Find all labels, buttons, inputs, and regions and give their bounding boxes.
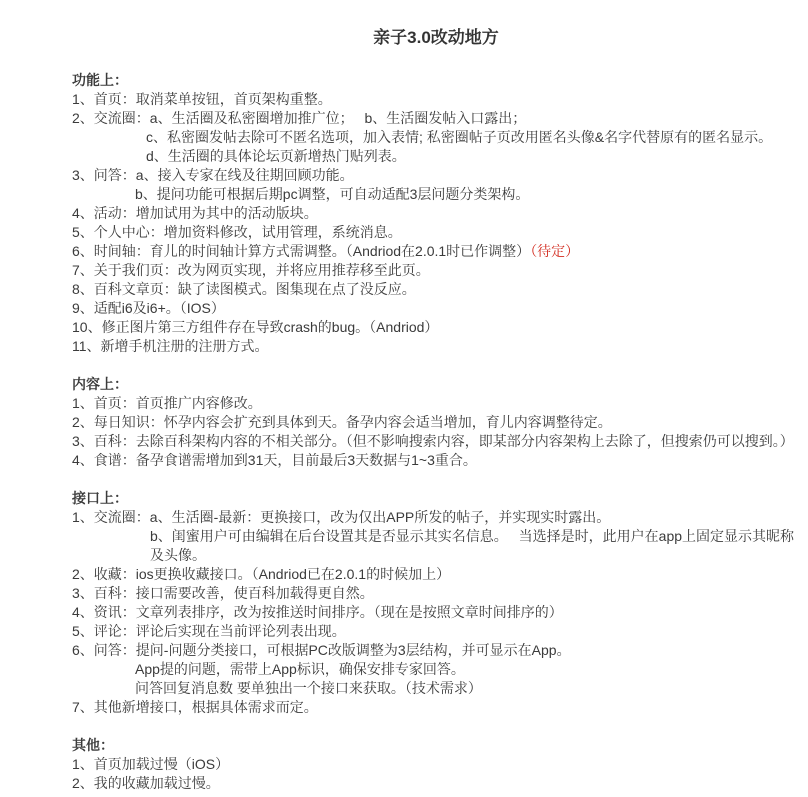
line-text: 问答回复消息数 要单独出一个接口来获取。（技术需求） bbox=[135, 680, 482, 696]
doc-line bbox=[72, 280, 800, 299]
line-text: d、生活圈的具体论坛页新增热门贴列表。 bbox=[146, 148, 406, 164]
doc-line bbox=[72, 432, 800, 451]
doc-line bbox=[72, 584, 800, 603]
line-text: 9、适配i6及i6+。（IOS） bbox=[72, 300, 225, 316]
line-text: 4、活动：增加试用为其中的活动版块。 bbox=[72, 205, 318, 221]
line-text: App提的问题，需带上App标识，确保安排专家回答。 bbox=[135, 661, 465, 677]
doc-line bbox=[72, 242, 800, 261]
section-heading: 内容上： bbox=[72, 376, 128, 392]
doc-line bbox=[72, 660, 800, 679]
doc-line bbox=[72, 90, 800, 109]
doc-line bbox=[72, 128, 800, 147]
doc-line bbox=[72, 166, 800, 185]
doc-line bbox=[72, 698, 800, 717]
line-text: 11、新增手机注册的注册方式。 bbox=[72, 338, 269, 354]
line-text: 3、百科：接口需要改善，使百科加载得更自然。 bbox=[72, 585, 374, 601]
line-text: 6、时间轴：育儿的时间轴计算方式需调整。（Andriod在2.0.1时已作调整） bbox=[72, 243, 531, 259]
section-heading: 其他： bbox=[72, 737, 114, 753]
line-text: 7、关于我们页：改为网页实现，并将应用推荐移至此页。 bbox=[72, 262, 430, 278]
line-text: b、提问功能可根据后期pc调整，可自动适配3层问题分类架构。 bbox=[135, 186, 530, 202]
line-text: 1、交流圈：a、生活圈-最新：更换接口，改为仅出APP所发的帖子，并实现实时露出。 bbox=[72, 509, 611, 525]
doc-line bbox=[72, 394, 800, 413]
pending-flag-text: （待定） bbox=[530, 243, 580, 259]
line-text: 10、修正图片第三方组件存在导致crash的bug。（Andriod） bbox=[72, 319, 439, 335]
doc-line bbox=[72, 622, 800, 641]
section-heading: 接口上： bbox=[72, 490, 128, 506]
line-text: 4、食谱：备孕食谱需增加到31天，目前最后3天数据与1~3重合。 bbox=[72, 452, 477, 468]
doc-line bbox=[72, 508, 800, 527]
section bbox=[72, 71, 800, 356]
doc-line bbox=[72, 318, 800, 337]
doc-line bbox=[72, 299, 800, 318]
line-text: 2、我的收藏加载过慢。 bbox=[72, 775, 220, 791]
sections-container bbox=[72, 71, 800, 793]
line-text: 1、首页：首页推广内容修改。 bbox=[72, 395, 262, 411]
line-text: 3、问答：a、接入专家在线及往期回顾功能。 bbox=[72, 167, 354, 183]
line-text: 3、百科：去除百科架构内容的不相关部分。（但不影响搜索内容，即某部分内容架构上去除了，但搜索仍可以搜到。） bbox=[72, 433, 794, 449]
doc-line bbox=[72, 527, 800, 565]
line-text: 7、其他新增接口，根据具体需求而定。 bbox=[72, 699, 318, 715]
doc-line bbox=[72, 641, 800, 660]
line-text: 1、首页：取消菜单按钮，首页架构重整。 bbox=[72, 91, 332, 107]
doc-line bbox=[72, 565, 800, 584]
line-text: 5、评论：评论后实现在当前评论列表出现。 bbox=[72, 623, 346, 639]
doc-line bbox=[72, 679, 800, 698]
line-text: 6、问答：提问-问题分类接口，可根据PC改版调整为3层结构，并可显示在App。 bbox=[72, 642, 571, 658]
doc-line bbox=[72, 204, 800, 223]
doc-line bbox=[72, 109, 800, 128]
line-text: 8、百科文章页：缺了读图模式。图集现在点了没反应。 bbox=[72, 281, 416, 297]
doc-line bbox=[72, 413, 800, 432]
line-text: 4、资讯：文章列表排序，改为按推送时间排序。（现在是按照文章时间排序的） bbox=[72, 604, 563, 620]
doc-line bbox=[72, 755, 800, 774]
section bbox=[72, 736, 800, 793]
doc-line bbox=[72, 774, 800, 793]
line-text: c、私密圈发帖去除可不匿名选项，加入表情; 私密圈帖子页改用匿名头像&名字代替原有的匿名显示。 bbox=[146, 129, 773, 145]
line-text: 5、个人中心：增加资料修改，试用管理，系统消息。 bbox=[72, 224, 402, 240]
doc-line bbox=[72, 261, 800, 280]
line-text: 1、首页加载过慢（iOS） bbox=[72, 756, 230, 772]
line-text: 2、交流圈：a、生活圈及私密圈增加推广位； b、生活圈发帖入口露出； bbox=[72, 110, 527, 126]
doc-line bbox=[72, 147, 800, 166]
doc-line bbox=[72, 185, 800, 204]
section-heading: 功能上： bbox=[72, 72, 128, 88]
section bbox=[72, 375, 800, 470]
doc-line bbox=[72, 223, 800, 242]
section bbox=[72, 489, 800, 717]
line-text: b、闺蜜用户可由编辑在后台设置其是否显示其实名信息。 当选择是时，此用户在app上固定显示其昵称及头像。 bbox=[150, 528, 795, 563]
doc-line bbox=[72, 603, 800, 622]
page-title: 亲子3.0改动地方 bbox=[373, 28, 499, 47]
line-text: 2、收藏：ios更换收藏接口。（Andriod已在2.0.1的时候加上） bbox=[72, 566, 451, 582]
doc-line bbox=[72, 451, 800, 470]
line-text: 2、每日知识：怀孕内容会扩充到具体到天。备孕内容会适当增加，育儿内容调整待定。 bbox=[72, 414, 612, 430]
doc-line bbox=[72, 337, 800, 356]
